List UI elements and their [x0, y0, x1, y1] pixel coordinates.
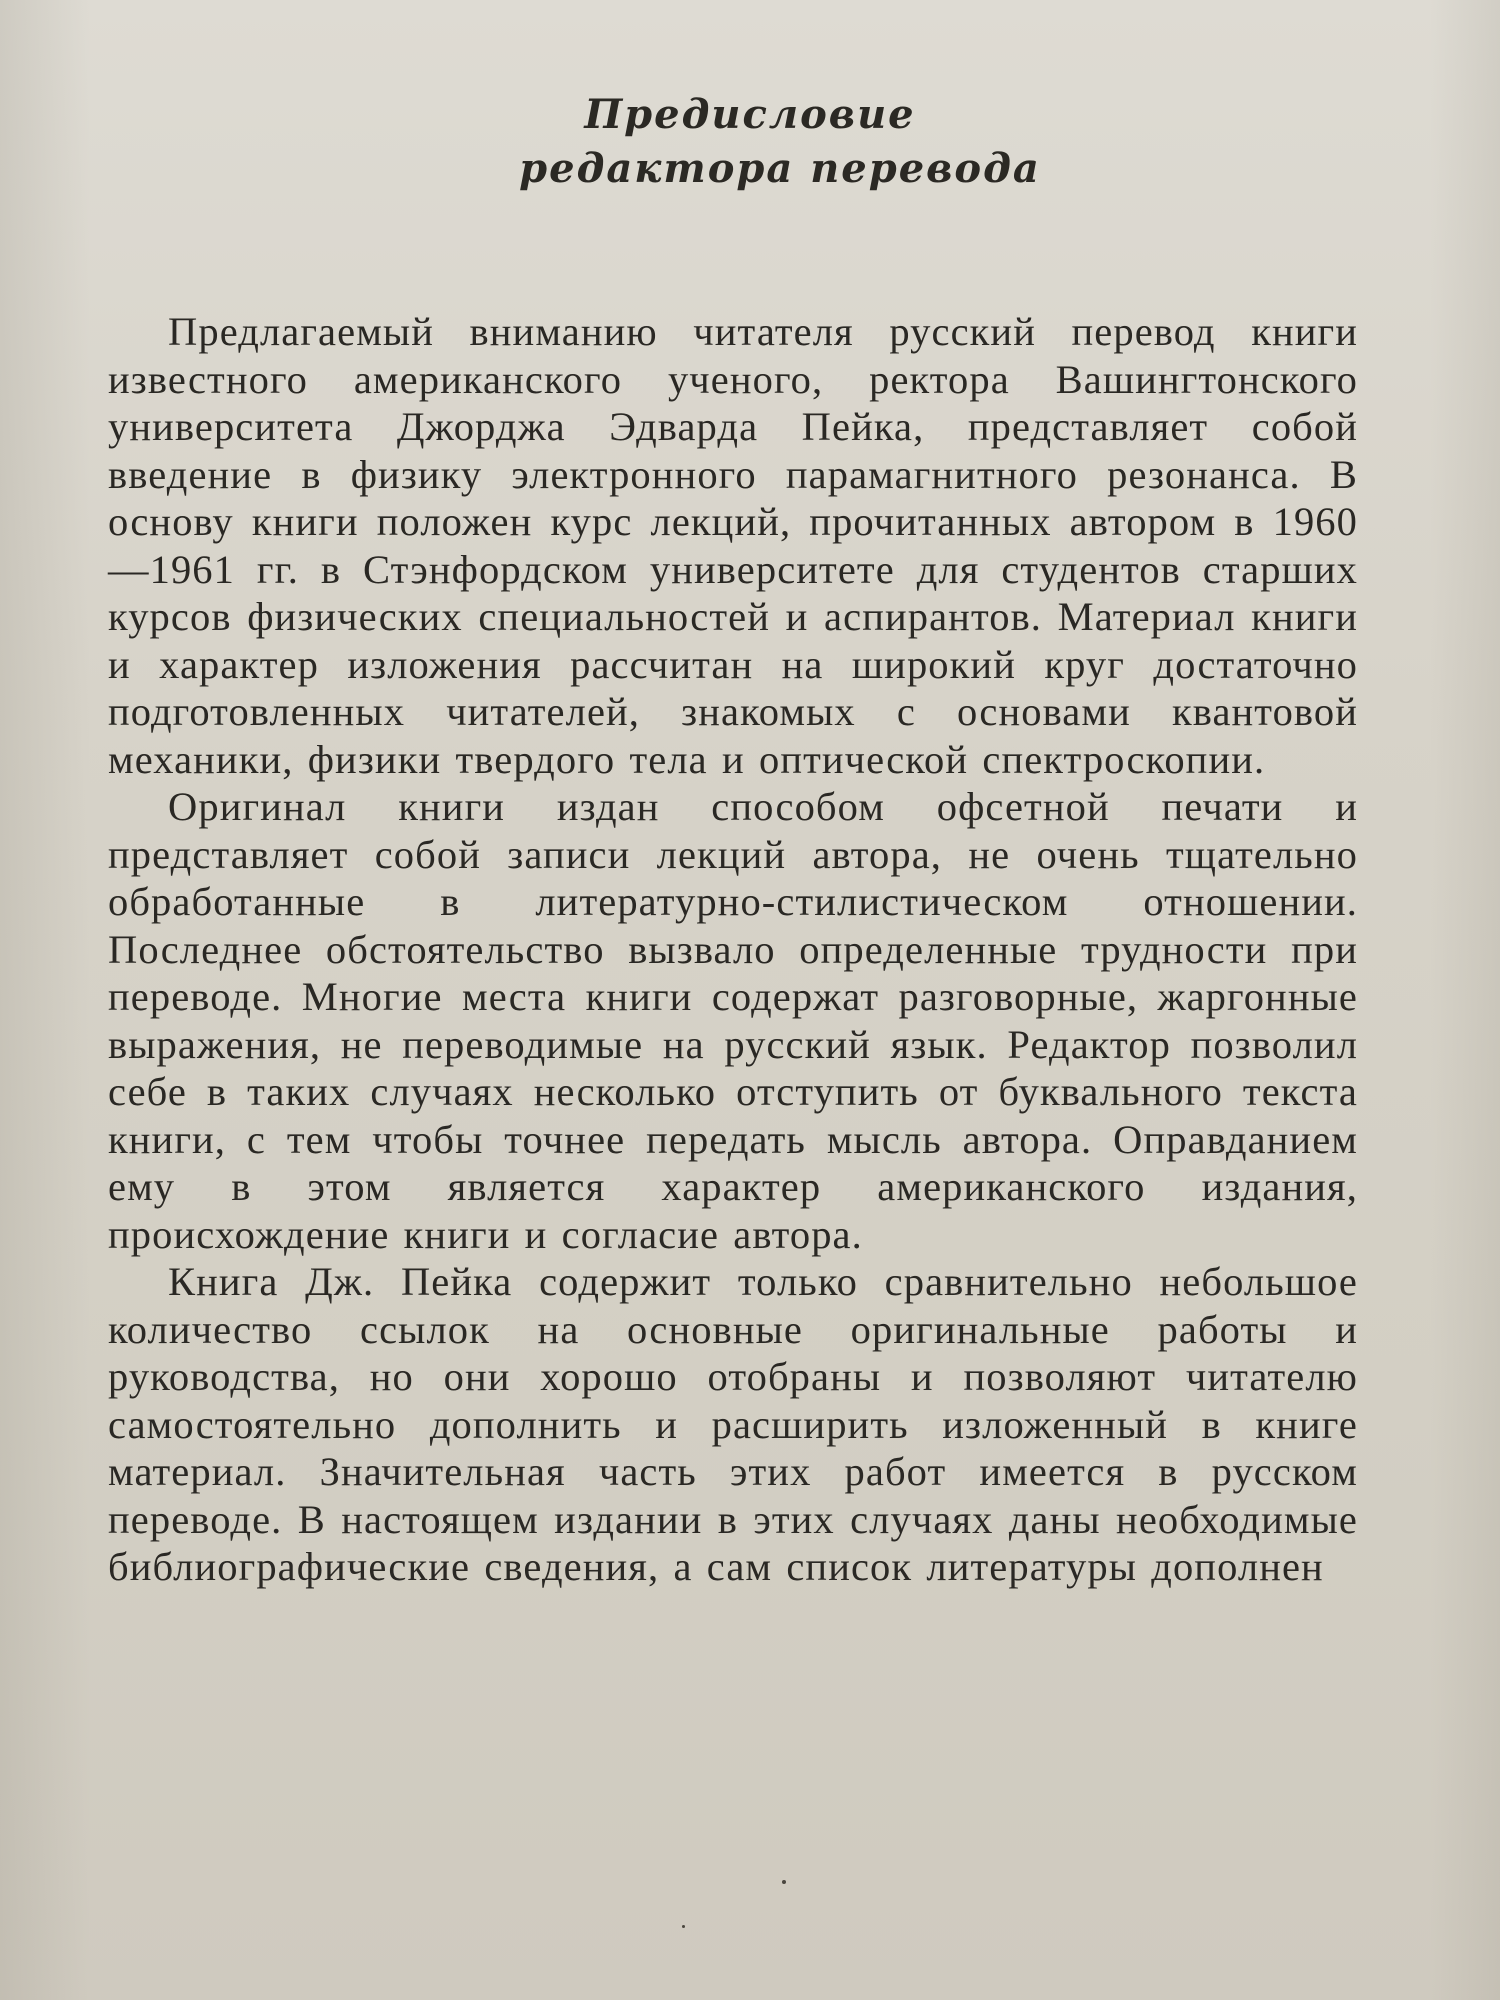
- paper-speck: [682, 1925, 685, 1928]
- page-shadow-left: [0, 0, 90, 2000]
- page-title: [0, 88, 1500, 196]
- paragraph-1: Предлагаемый вниманию читателя русский перевод книги известного американского ученого, ректора Вашингтонского университета Джорджа Эдварда Пейка, представляет собой введение в физику электронного парамагнитного резонанса. В основу книги положен курс лекций, прочитанных автором в 1960—1961 гг. в Стэнфордском университете для студентов старших курсов физических специальностей и аспирантов. Материал книги и характер изложения рассчитан на широкий круг достаточно подготовленных читателей, знакомых с основами квантовой механики, физики твердого тела и оптической спектроскопии.: [108, 309, 1358, 782]
- paper-speck: [782, 1880, 786, 1884]
- title-line-2: редактора перевода: [519, 145, 1041, 192]
- page-shadow-right: [1430, 0, 1500, 2000]
- body-text: [108, 308, 1358, 1591]
- paragraph-2: Оригинал книги издан способом офсетной печати и представляет собой записи лекций автора, не очень тщательно обработанные в литературно-стилистическом отношении. Последнее обстоятельство вызвало определенные трудности при переводе. Многие места книги содержат разговорные, жаргонные выражения, не переводимые на русский язык. Редактор позволил себе в таких случаях несколько отступить от буквального текста книги, с тем чтобы точнее передать мысль автора. Оправданием ему в этом является характер американского издания, происхождение книги и согласие автора.: [108, 784, 1358, 1257]
- paragraph-3: Книга Дж. Пейка содержит только сравнительно небольшое количество ссылок на основные оригинальные работы и руководства, но они хорошо отобраны и позволяют читателю самостоятельно дополнить и расширить изложенный в книге материал. Значительная часть этих работ имеется в русском переводе. В настоящем издании в этих случаях даны необходимые библиографические сведения, а сам список литературы дополнен: [108, 1259, 1358, 1589]
- title-line-1: Предисловие: [584, 91, 916, 138]
